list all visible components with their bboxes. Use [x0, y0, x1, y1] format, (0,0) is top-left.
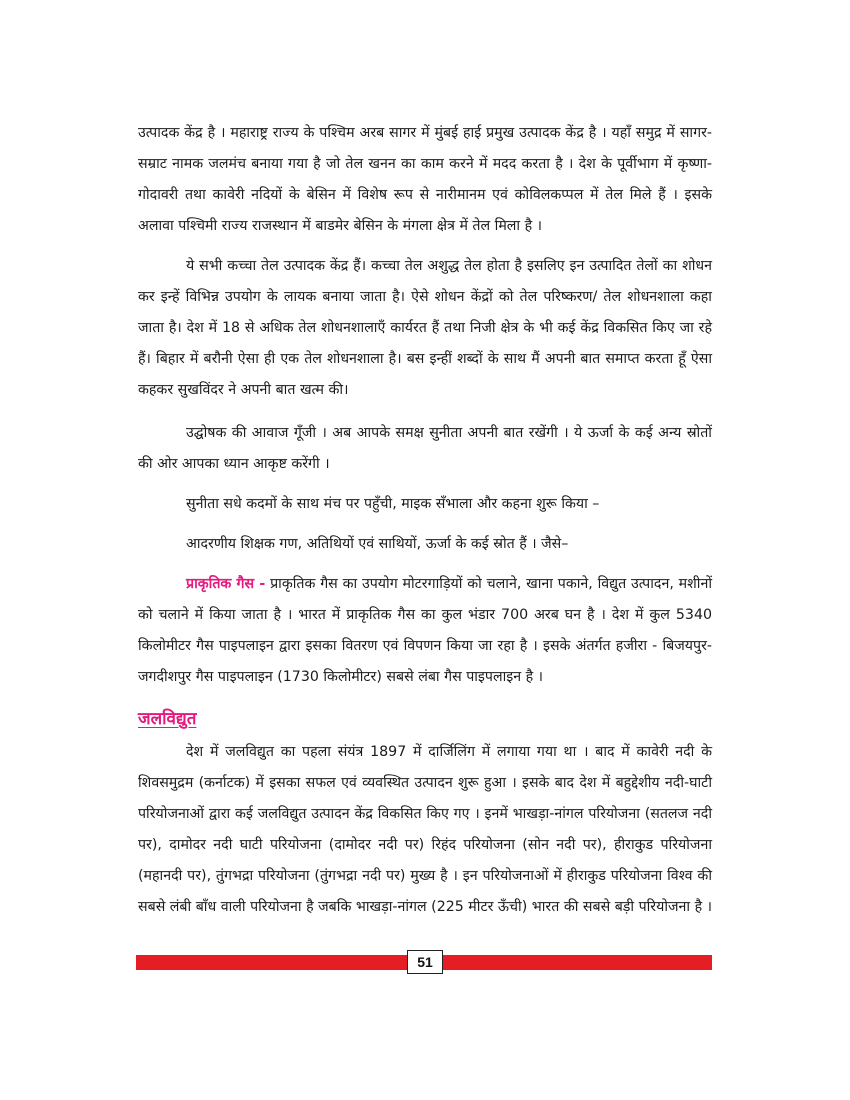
page-content	[138, 118, 712, 923]
paragraph-hydroelectricity: देश में जलविद्युत का पहला संयंत्र 1897 में दार्जिलिंग में लगाया गया था । बाद में कावेरी नदी के शिवसमुद्रम (कर्नाटक) में इसका सफल एवं व्यवस्थित उत्पादन शुरू हुआ । इसके बाद देश में बहुद्देशीय नदी-घाटी परियोजनाओं द्वारा कई जलविद्युत उत्पादन केंद्र विकसित किए गए । इनमें भाखड़ा-नांगल परियोजना (सतलज नदी पर), दामोदर नदी घाटी परियोजना (दामोदर नदी पर) रिहंद परियोजना (सोन नदी पर), हीराकुड परियोजना (महानदी पर), तुंगभद्रा परियोजना (तुंगभद्रा नदी पर) मुख्य है । इन परियोजनाओं में हीराकुड परियोजना विश्व की सबसे लंबी बाँध वाली परियोजना है जबकि भाखड़ा-नांगल (225 मीटर ऊँची) भारत की सबसे बड़ी परियोजना है ।	[138, 744, 713, 915]
paragraph-sunita-greeting: आदरणीय शिक्षक गण, अतिथियों एवं साथियों, ऊर्जा के कई स्रोत हैं । जैसे–	[186, 536, 569, 552]
paragraph-oil-refining: ये सभी कच्चा तेल उत्पादक केंद्र हैं। कच्चा तेल अशुद्ध तेल होता है इसलिए इन उत्पादित तेलों का शोधन कर इन्हें विभिन्न उपयोग के लायक बनाया जाता है। ऐसे शोधन केंद्रों को तेल परिष्करण/ तेल शोधनशाला कहा जाता है। देश में 18 से अधिक तेल शोधनशालाएँ कार्यरत हैं तथा निजी क्षेत्र के भी कई केंद्र विकसित किए जा रहे हैं। बिहार में बरौनी ऐसा ही एक तेल शोधनशाला है। बस इन्हीं शब्दों के साथ मैं अपनी बात समाप्त करता हूँ ऐसा कहकर सुखविंदर ने अपनी बात खत्म की।	[138, 258, 712, 398]
paragraph-oil-centres: उत्पादक केंद्र है । महाराष्ट्र राज्य के पश्चिम अरब सागर में मुंबई हाई प्रमुख उत्पादक केंद्र है । यहाँ समुद्र में सागर-सम्राट नामक जलमंच बनाया गया है जो तेल खनन का काम करने में मदद करता है । देश के पूर्वीभाग में कृष्णा-गोदावरी तथा कावेरी नदियों के बेसिन में विशेष रूप से नारीमानम एवं कोविलकप्पल में तेल मिले हैं । इसके अलावा पश्चिमी राज्य राजस्थान में बाडमेर बेसिन के मंगला क्षेत्र में तेल मिला है ।	[138, 125, 712, 234]
page-number: 51	[407, 950, 443, 974]
natural-gas-term: प्राकृतिक गैस -	[186, 576, 266, 592]
paragraph-natural-gas	[138, 569, 712, 693]
natural-gas-body: प्राकृतिक गैस का उपयोग मोटरगाड़ियों को चलाने, खाना पकाने, विद्युत उत्पादन, मशीनों को चलाने में किया जाता है । भारत में प्राकृतिक गैस का कुल भंडार 700 अरब घन है । देश में कुल 5340 किलोमीटर गैस पाइपलाइन द्वारा इसका वितरण एवं विपणन किया जा रहा है । इसके अंतर्गत हजीरा - बिजयपुर-जगदीशपुर गैस पाइपलाइन (1730 किलोमीटर) सबसे लंबा गैस पाइपलाइन है ।	[138, 576, 713, 685]
section-heading-hydroelectricity: जलविद्युत	[138, 709, 197, 729]
paragraph-sunita-stage: सुनीता सधे कदमों के साथ मंच पर पहुँची, माइक सँभाला और कहना शुरू किया –	[186, 496, 600, 512]
paragraph-announcer: उद्घोषक की आवाज गूँजी । अब आपके समक्ष सुनीता अपनी बात रखेंगी । ये ऊर्जा के कई अन्य स्रोतों की ओर आपका ध्यान आकृष्ट करेंगी ।	[138, 425, 712, 472]
